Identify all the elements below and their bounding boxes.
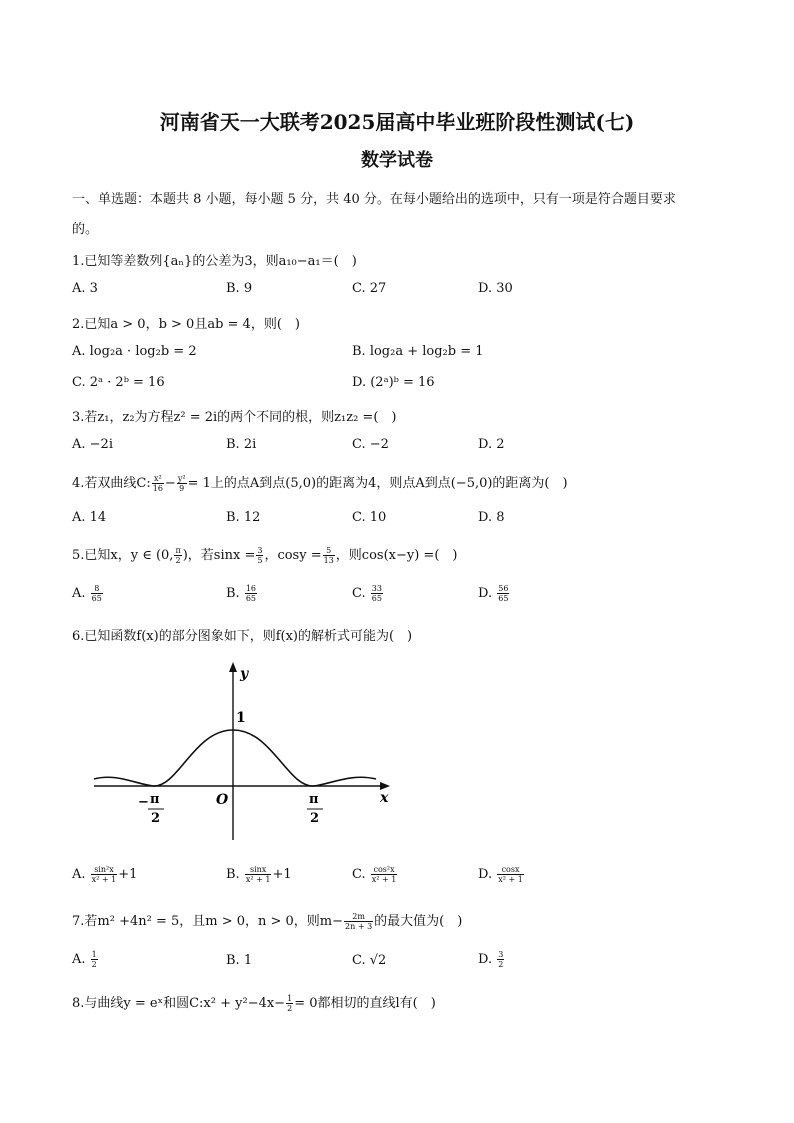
q7-option-a[interactable]: A. $\frac{1}{2}$ [72, 950, 97, 969]
q1-option-b[interactable]: B. 9 [226, 281, 253, 296]
peak-label: 1 [236, 710, 246, 726]
q7-frac: $\frac{2m}{2n + 3}$ [345, 912, 373, 931]
section-heading-line1: 一、单选题：本题共 8 小题，每小题 5 分，共 40 分。在每小题给出的选项中，只有一项是符合题目要求 [72, 192, 676, 207]
q4-option-d[interactable]: D. 8 [478, 510, 505, 525]
q6-option-a[interactable]: A. $\frac{\text{sin²x}}{\text{x² + 1}}$ +1 [72, 865, 138, 884]
q4-stem-post: 上的点A到点(5,0)的距离为4，则点A到点(−5,0)的距离为( ) [210, 476, 568, 491]
question-7-stem: 7.若m² +4n² = 5，且m > 0，n > 0，则m− $\frac{2m}{2n + 3}$ 的最大值为( ) [72, 912, 463, 931]
q5-frac-pi: $\frac{\pi}{2}$ [175, 546, 181, 565]
q2-option-d[interactable]: D. (2ᵃ)ᵇ = 16 [352, 375, 435, 390]
q5-frac-sin: $\frac{3}{5}$ [257, 546, 263, 565]
question-6-stem: 6.已知函数f(x)的部分图象如下，则f(x)的解析式可能为( ) [72, 629, 413, 644]
q3-option-c[interactable]: C. −2 [352, 437, 389, 452]
q1-option-c[interactable]: C. 27 [352, 281, 387, 296]
q5-option-c[interactable]: C. $\frac{33}{65}$ [352, 584, 382, 603]
neg-tick-denominator: 2 [151, 811, 161, 826]
question-3-stem: 3.若z₁，z₂为方程z² = 2i的两个不同的根，则z₁z₂ =( ) [72, 410, 397, 425]
q5-option-b[interactable]: B. $\frac{16}{65}$ [226, 584, 257, 603]
question-8-stem: 8.与曲线y = eˣ和圆C:x² + y²−4x− $\frac{1}{2}$ = 0都相切的直线l有( ) [72, 994, 436, 1013]
section-heading-line2: 的。 [72, 222, 99, 237]
origin-label: O [216, 792, 229, 808]
neg-tick-sign: − [138, 795, 149, 810]
question-4-stem: 4.若双曲线C: $\frac{\text{x²}}{16}$ − $\frac{\text{y²}}{9}$ = 1上的点A到点(5,0)的距离为4，则点A到点(−5,0)的距离为( ) [72, 474, 568, 493]
q5-option-d[interactable]: D. $\frac{56}{65}$ [478, 584, 509, 603]
q4-frac-y: $\frac{\text{y²}}{9}$ [177, 474, 186, 493]
q7-option-c[interactable]: C. √2 [352, 953, 387, 968]
q8-frac: $\frac{1}{2}$ [287, 994, 293, 1013]
q4-option-b[interactable]: B. 12 [226, 510, 261, 525]
question-5-stem: 5.已知x，y ∈ (0, $\frac{\pi}{2}$ )，若sinx = $\frac{3}{5}$ ，cosy = $\frac{5}{13}$ ，则cos(x−y) =( ) [72, 546, 458, 565]
q4-option-a[interactable]: A. 14 [72, 510, 107, 525]
q4-frac-x: $\frac{\text{x²}}{16}$ [152, 474, 163, 493]
q6-option-c[interactable]: C. $\frac{\text{cos²x}}{\text{x² + 1}}$ [352, 865, 397, 884]
pos-tick-denominator: 2 [310, 811, 320, 826]
function-graph [86, 660, 406, 860]
q5-frac-cos: $\frac{5}{13}$ [323, 546, 334, 565]
function-curve [94, 730, 376, 786]
question-2-stem: 2.已知a > 0，b > 0且ab = 4，则( ) [72, 317, 300, 332]
y-axis-arrow [229, 662, 237, 672]
y-axis-label: y [240, 666, 249, 682]
x-axis-arrow [380, 782, 390, 790]
q2-option-b[interactable]: B. log₂a + log₂b = 1 [352, 344, 484, 359]
q3-option-a[interactable]: A. −2i [72, 437, 113, 452]
q4-stem-pre: 4.若双曲线C: [72, 476, 151, 491]
q1-option-a[interactable]: A. 3 [72, 281, 98, 296]
paper-subtitle: 数学试卷 [361, 150, 433, 171]
neg-tick-numerator: π [150, 792, 160, 807]
q3-option-b[interactable]: B. 2i [226, 437, 257, 452]
pos-tick-numerator: π [309, 792, 319, 807]
q7-option-b[interactable]: B. 1 [226, 953, 253, 968]
q1-option-d[interactable]: D. 30 [478, 281, 513, 296]
question-1-stem: 1.已知等差数列{aₙ}的公差为3，则a₁₀−a₁＝( ) [72, 254, 357, 269]
q2-option-a[interactable]: A. log₂a · log₂b = 2 [72, 344, 197, 359]
q7-option-d[interactable]: D. $\frac{3}{2}$ [478, 950, 504, 969]
paper-title: 河南省天一大联考2025届高中毕业班阶段性测试(七) [159, 110, 635, 134]
q6-option-b[interactable]: B. $\frac{\sin x}{\text{x² + 1}}$ +1 [226, 865, 292, 884]
q2-option-c[interactable]: C. 2ᵃ · 2ᵇ = 16 [72, 375, 165, 390]
x-axis-label: x [380, 790, 389, 806]
q5-option-a[interactable]: A. $\frac{8}{65}$ [72, 584, 102, 603]
q3-option-d[interactable]: D. 2 [478, 437, 505, 452]
q4-option-c[interactable]: C. 10 [352, 510, 387, 525]
q6-option-d[interactable]: D. $\frac{\cos x}{\text{x² + 1}}$ [478, 865, 523, 884]
